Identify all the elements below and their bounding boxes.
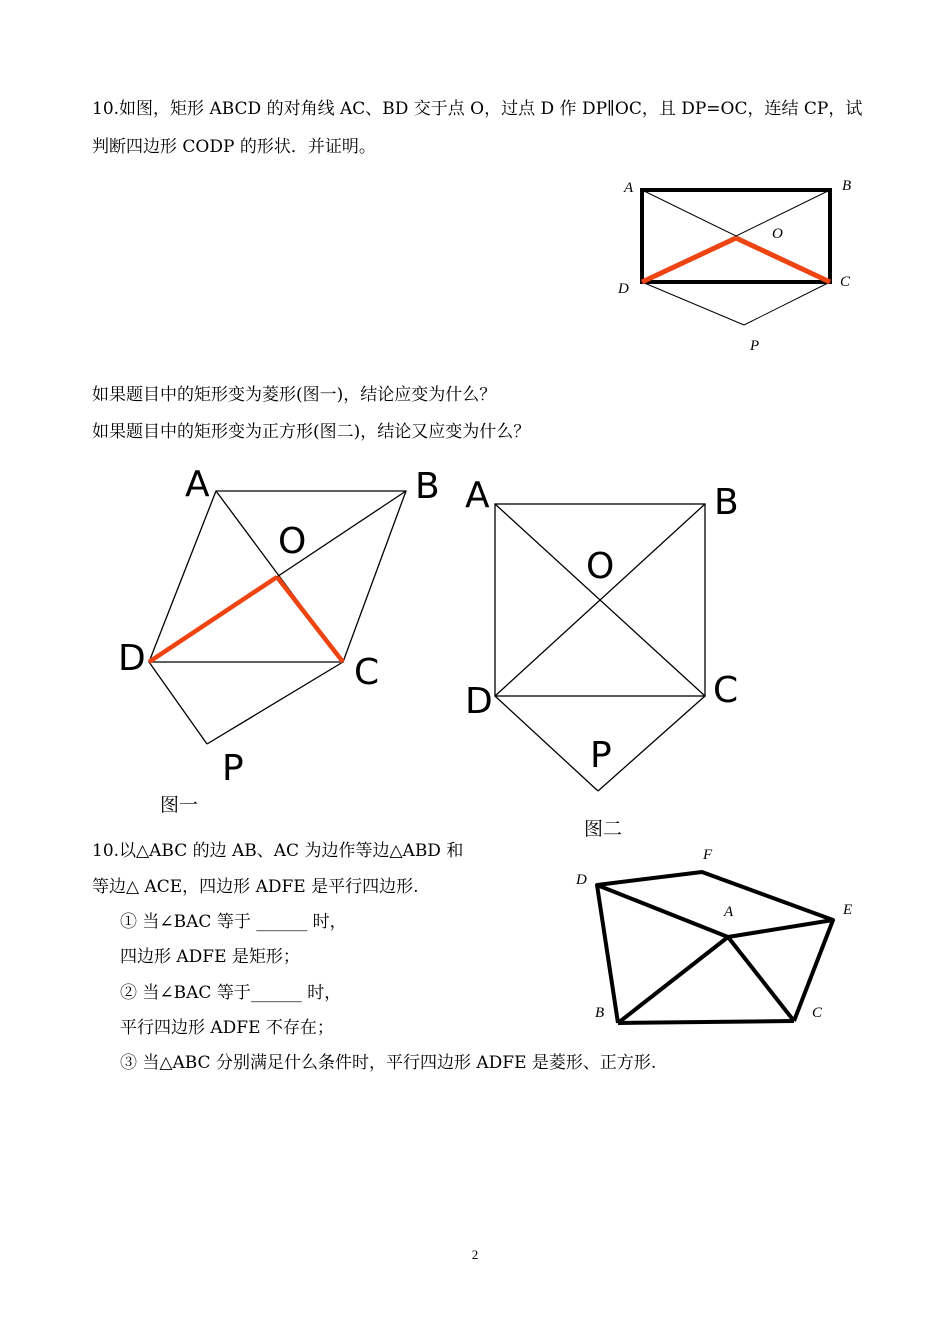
segment-dp [495,696,598,791]
problem2-item1b: 四边形 ADFE 是矩形； [120,947,300,967]
label-b: B [595,1005,605,1021]
label-b: B [714,482,739,523]
label-a: A [185,464,210,505]
parallelogram-figure [565,840,865,1040]
label-c: C [812,1005,823,1021]
question-rhombus: 如果题目中的矩形变为菱形(图一)，结论应变为什么？ [92,385,497,405]
caption-figure-2: 图二 [584,818,623,840]
problem2-line2: 等边△ ACE，四边形 ADFE 是平行四边形. [92,877,419,897]
rectangle-figure [600,170,880,360]
rhombus-figure [110,460,460,790]
question-square: 如果题目中的矩形变为正方形(图二)，结论又应变为什么？ [92,422,531,442]
label-c: C [354,652,380,693]
label-d: D [465,681,493,722]
label-f: F [703,847,713,863]
caption-figure-1: 图一 [160,794,199,816]
segment-do [642,238,736,282]
parallelogram-adfe [597,872,833,937]
label-d: D [576,872,587,888]
square-figure [460,470,760,800]
segment-do [149,577,277,662]
page-number: 2 [471,1247,479,1262]
label-o: O [586,546,615,587]
segment-db [597,885,618,1023]
segment-bc [618,1021,794,1023]
problem2-item2b: 平行四边形 ADFE 不存在； [120,1018,334,1038]
segment-cp [598,696,705,791]
segment-cp [207,662,343,744]
label-a: A [465,475,490,516]
segment-oc [736,238,830,282]
segment-ba [618,937,728,1023]
label-a: A [724,904,734,920]
label-c: C [840,274,851,290]
label-b: B [842,178,852,194]
problem2-item3: ③ 当△ABC 分别满足什么条件时，平行四边形 ADFE 是菱形、正方形. [120,1053,657,1073]
segment-dp [642,282,744,325]
label-e: E [843,902,853,918]
label-a: A [624,180,634,196]
label-p: P [222,748,244,789]
segment-cp [744,282,830,325]
label-b: B [415,466,440,507]
label-p: P [750,338,760,354]
segment-dp [149,662,207,744]
label-c: C [713,670,739,711]
problem1-line2: 判断四边形 CODP 的形状．并证明。 [92,137,376,157]
problem2-line1: 10.以△ABC 的边 AB、AC 为边作等边△ABD 和 [92,841,464,861]
segment-ac [728,937,794,1021]
label-d: D [118,638,146,679]
problem1-line1: 10.如图，矩形 ABCD 的对角线 AC、BD 交于点 O，过点 D 作 DP∥OC，且 DP=OC，连结 CP，试 [92,99,863,119]
label-o: O [278,521,307,562]
problem2-item2a: ② 当∠BAC 等于______ 时， [120,983,342,1003]
label-o: O [772,226,783,242]
label-d: D [618,281,629,297]
label-p: P [590,735,612,776]
segment-oc [277,577,343,662]
problem2-item1a: ① 当∠BAC 等于 ______ 时， [120,912,347,932]
